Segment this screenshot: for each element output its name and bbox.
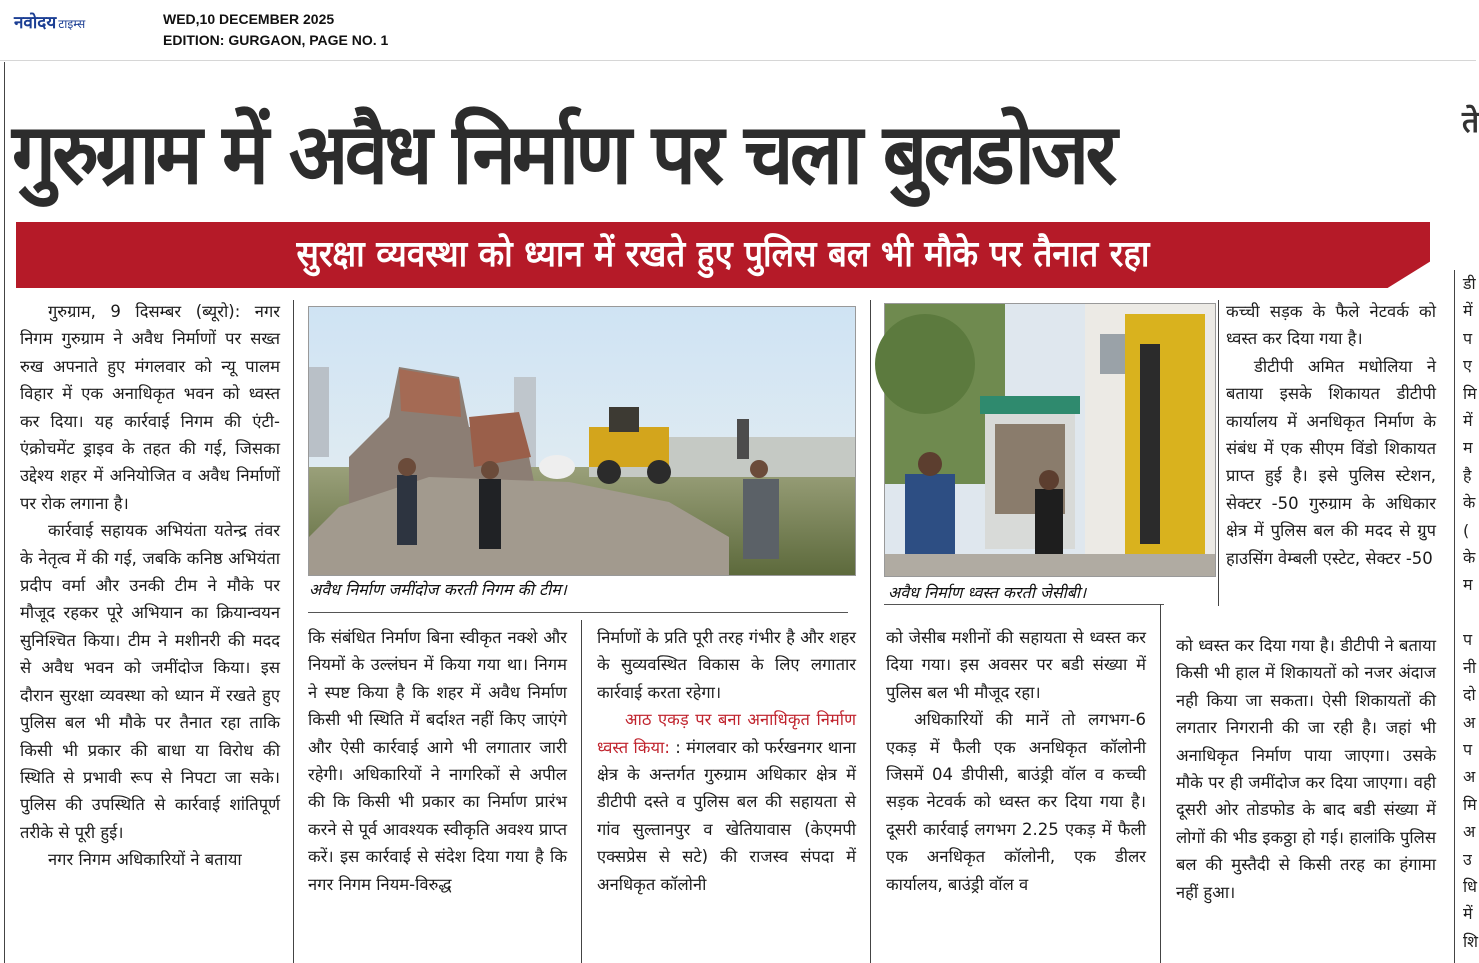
edition-page: EDITION: GURGAON, PAGE NO. 1 xyxy=(163,32,389,48)
photo-caption-2: अवैध निर्माण ध्वस्त करती जेसीबी। xyxy=(888,583,1087,602)
col4-para-2: अधिकारियों की मानें तो लगभग-6 एकड़ में फैली एक अनधिकृत कॉलोनी जिसमें 04 डीपीसी, बाउंड्री वॉल व कच्ची सड़क नेटवर्क को ध्वस्त कर दिया गया है। दूसरी कार्रवाई लगभग 2.25 एकड़ में फैली एक अनधिकृत कॉलोनी, एक डीलर कार्यालय, बाउंड्री वॉल व xyxy=(886,710,1146,894)
photo1-bottom-rule xyxy=(308,612,848,613)
article-column-1 xyxy=(20,298,280,963)
column-divider-4 xyxy=(1160,604,1161,963)
col5-top-para-1: कच्ची सड़क के फैले नेटवर्क को ध्वस्त कर दिया गया है। xyxy=(1226,302,1436,349)
col1-para-3: नगर निगम अधिकारियों ने बताया xyxy=(48,850,242,870)
edition-header xyxy=(0,0,1476,61)
photo-demolition-image xyxy=(309,307,855,575)
adjacent-article-fragment: डी में प ए मि में म है के ( के म प नी दो अ प अ मि अ उ धि में शि xyxy=(1463,274,1479,951)
article-column-4 xyxy=(886,624,1146,963)
logo-sub: टाइम्स xyxy=(58,17,86,31)
column-divider-5 xyxy=(1218,300,1219,606)
column-divider-3 xyxy=(870,300,871,963)
newspaper-logo[interactable] xyxy=(14,10,85,33)
col5-bottom-para: को ध्वस्त कर दिया गया है। डीटीपी ने बताया किसी भी हाल में शिकायतों को नजर अंदाज नही किया जा सकता। ऐसी शिकायतों की लगतार निगरानी की जा रही है। जहां भी अनाधिकृत निर्माण पाया जाएगा। उसके मौके पर ही जमींदोज कर दिया जाएगा। वही दूसरी ओर तोडफोड के बाद बडी संख्या में लोगों की भीड इकठ्ठा हो गई। हालांकि पुलिस बल की मुस्तैदी से किसी तरह का हंगामा नहीं हुआ। xyxy=(1176,636,1436,902)
photo2-bottom-rule xyxy=(884,604,1164,605)
col1-para-2: कार्रवाई सहायक अभियंता यतेन्द्र तंवर के नेतृत्व में की गई, जबकि कनिष्ठ अभियंता प्रदीप वर्मा और उनकी टीम ने मौके पर मौजूद रहकर पूरे अभियान का क्रियान्वयन सुनिश्चित किया। टीम ने मशीनरी की मदद से अवैध भवन को जमींदोज किया। इस दौरान सुरक्षा व्यवस्था को ध्यान में रखते हुए पुलिस बल भी मौके पर तैनात रहा ताकि किसी भी प्रकार की बाधा या विरोध की स्थिति से प्रभावी रूप से निपटा जा सके। पुलिस की उपस्थिति से कार्रवाई शांतिपूर्ण तरीके से पूरी हुई। xyxy=(20,521,280,842)
col5-top-para-2: डीटीपी अमित मधोलिया ने बताया इसके शिकायत डीटीपी कार्यालय में अनधिकृत निर्माण के संबंध में एक सीएम विंडो शिकायत प्राप्त हुई है। इसे पुलिस स्टेशन, सेक्टर -50 गुरुग्राम के अधिकार क्षेत्र में पुलिस बल की मदद से ग्रुप हाउसिंग वेम्बली एस्टेट, सेक्टर -50 xyxy=(1226,356,1436,568)
page-right-rule xyxy=(1454,270,1455,963)
article-column-5-top xyxy=(1226,298,1436,628)
col3-subhead: आठ एकड़ पर बना अनाधिकृत निर्माण ध्वस्त किया: xyxy=(597,710,856,757)
next-article-fragment: ते xyxy=(1462,105,1479,140)
col3-para-2-text: : मंगलवार को फर्रखनगर थाना क्षेत्र के अन्तर्गत गुरुग्राम अधिकार क्षेत्र में डीटीपी दस्ते व पुलिस बल की सहायता से गांव सुल्तानपुर व खेतियावास (केएमपी एक्सप्रेस से सटे) की राजस्व संपदा में अनधिकृत कॉलोनी xyxy=(597,737,857,894)
logo-main: नवोदय xyxy=(14,13,57,33)
article-column-3 xyxy=(597,624,856,963)
headline: गुरुग्राम में अवैध निर्माण पर चला बुलडोजर xyxy=(12,105,1114,203)
article-column-5-bottom xyxy=(1176,632,1436,963)
col3-para-2 xyxy=(597,706,856,898)
photo-demolition-team[interactable] xyxy=(308,306,856,576)
page-left-rule xyxy=(4,62,5,963)
photo-jcb[interactable] xyxy=(884,303,1216,577)
article-column-2 xyxy=(308,624,567,963)
photo-jcb-image xyxy=(885,304,1215,576)
subheadline-bar xyxy=(16,222,1430,288)
col3-para-1: निर्माणों के प्रति पूरी तरह गंभीर है और शहर के सुव्यवस्थित विकास के लिए लगातार कार्रवाई करता रहेगा। xyxy=(597,628,856,702)
column-divider-1 xyxy=(293,300,294,963)
subheadline: सुरक्षा व्यवस्था को ध्यान में रखते हुए पुलिस बल भी मौके पर तैनात रहा xyxy=(296,234,1150,275)
col2-para: कि संबंधित निर्माण बिना स्वीकृत नक्शे और नियमों के उल्लंघन में किया गया था। निगम ने स्पष्ट किया है कि शहर में अवैध निर्माण किसी भी स्थिति में बर्दाश्त नहीं किए जाएंगे और ऐसी कार्रवाई आगे भी लगातार जारी रहेगी। अधिकारियों ने नागरिकों से अपील की कि किसी भी प्रकार का निर्माण प्रारंभ करने से पूर्व आवश्यक स्वीकृति अवश्य प्राप्त करें। इस कार्रवाई से संदेश दिया गया है कि नगर निगम नियम-विरुद्ध xyxy=(308,628,567,894)
photo-caption-1: अवैध निर्माण जमींदोज करती निगम की टीम। xyxy=(309,580,567,599)
col4-para-1: को जेसीब मशीनों की सहायता से ध्वस्त कर दिया गया। इस अवसर पर बडी संख्या में पुलिस बल भी मौजूद रहा। xyxy=(886,628,1146,702)
column-divider-2 xyxy=(581,620,582,963)
col1-para-1: गुरुग्राम, 9 दिसम्बर (ब्यूरो): नगर निगम गुरुग्राम ने अवैध निर्माणों पर सख्त रुख अपनाते हुए मंगलवार को न्यू पालम विहार में एक अनाधिकृत भवन को ध्वस्त कर दिया। यह कार्रवाई निगम की एंटी-एंक्रोचमेंट ड्राइव के तहत की गई, जिसका उद्देश्य शहर में अनियोजित व अवैध निर्माणों पर रोक लगाना है। xyxy=(20,302,280,513)
edition-meta xyxy=(163,9,388,51)
edition-date: WED,10 DECEMBER 2025 xyxy=(163,11,335,27)
